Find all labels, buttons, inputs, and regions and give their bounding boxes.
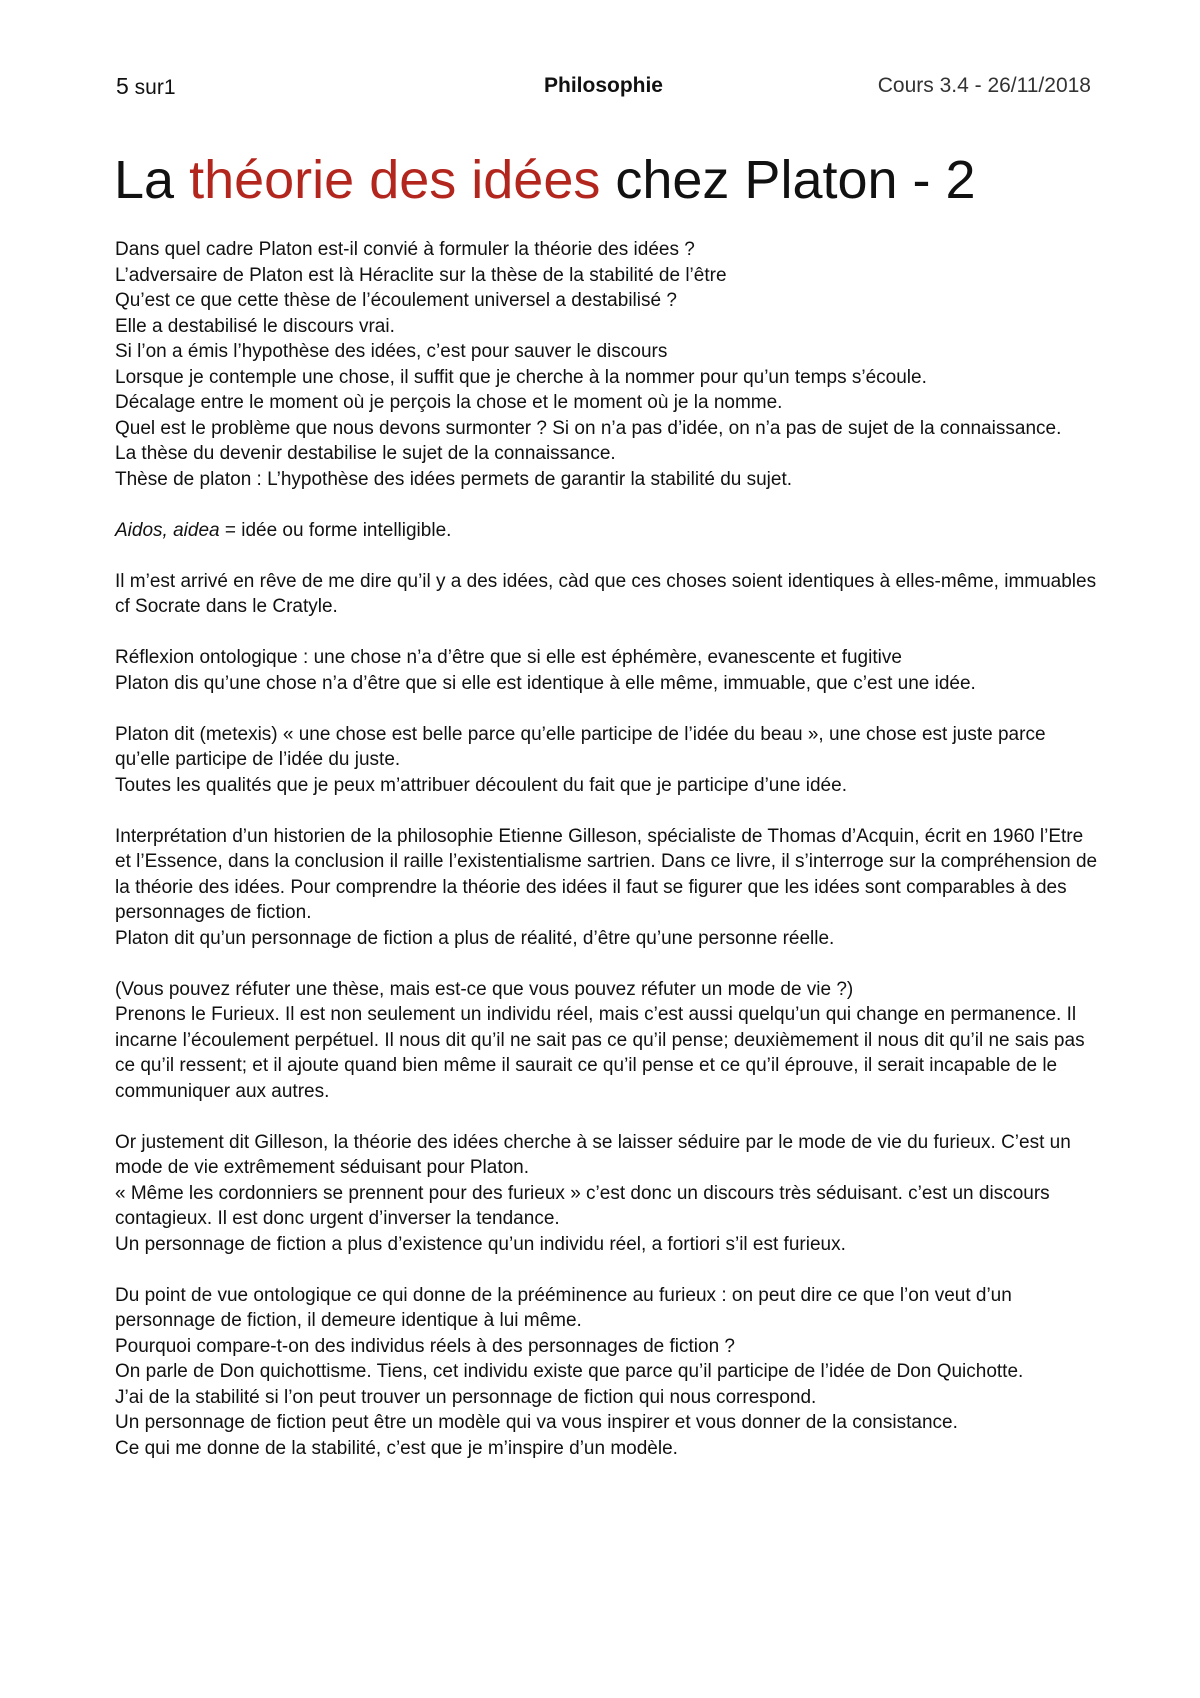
- text-line: J’ai de la stabilité si l’on peut trouver un personnage de fiction qui nous correspond.: [115, 1386, 817, 1408]
- page-suffix: sur1: [134, 76, 176, 99]
- paragraph-furieux: [115, 977, 1100, 1105]
- text-line: Décalage entre le moment où je perçois la chose et le moment où je la nomme.: [115, 392, 783, 413]
- course-label: Cours 3.4 - 26/11/2018: [877, 74, 1091, 97]
- text-line: Un personnage de fiction a plus d’existence qu’un individu réel, a fortiori s’il est furieux.: [115, 1233, 846, 1255]
- text-line: La thèse du devenir destabilise le sujet de la connaissance.: [115, 443, 616, 464]
- text-line: Or justement dit Gilleson, la théorie des idées cherche à se laisser séduire par le mode de vie du furieux. C’est un mode de vie extrêmement séduisant pour Platon.: [115, 1131, 1071, 1178]
- text-line: Ce qui me donne de la stabilité, c’est que je m’inspire d’un modèle.: [115, 1437, 678, 1459]
- title-suffix: chez Platon - 2: [600, 150, 976, 210]
- title-prefix: La: [114, 150, 190, 210]
- text-line: Il m’est arrivé en rêve de me dire qu’il y a des idées, càd que ces choses soient identiques à elles-même, immuables cf Socrate dans le Cratyle.: [115, 570, 1097, 617]
- text-line: Toutes les qualités que je peux m’attribuer découlent du fait que je participe d’une idée.: [115, 774, 847, 796]
- text-line: Thèse de platon : L’hypothèse des idées permets de garantir la stabilité du sujet.: [115, 468, 793, 490]
- text-line: Platon dis qu’une chose n’a d’être que si elle est identique à elle même, immuable, que c’est une idée.: [115, 672, 976, 694]
- text-line: (Vous pouvez réfuter une thèse, mais est-ce que vous pouvez réfuter un mode de vie ?): [115, 978, 854, 1000]
- text-line: « Même les cordonniers se prennent pour des furieux » c’est donc un discours très séduisant. c’est un discours contagieux. Il est donc urgent d’inverser la tendance.: [115, 1182, 1050, 1229]
- paragraph-fiction: [115, 1283, 1100, 1462]
- page-title: [114, 148, 1094, 212]
- paragraph-definition: [115, 518, 1100, 544]
- page-number: 5: [116, 73, 129, 99]
- text-line: Interprétation d’un historien de la philosophie Etienne Gilleson, spécialiste de Thomas d’Acquin, écrit en 1960 l’Etre et l’Essence, dans la conclusion il raille l’existentialisme sartrien. Dans ce livre, il s’interroge sur la compréhension de la théorie des idées. Pour comprendre la théorie des idées il faut se figurer que les idées sont comparables à des personnages de fiction.: [115, 825, 1098, 923]
- paragraph-gilleson: [115, 824, 1100, 952]
- text-line: Qu’est ce que cette thèse de l’écoulement universel a destabilisé ?: [115, 290, 677, 311]
- text-line: Platon dit (metexis) « une chose est belle parce qu’elle participe de l’idée du beau », une chose est juste parce qu’elle participe de l’idée du juste.: [115, 723, 1046, 770]
- text-line: Elle a destabilisé le discours vrai.: [115, 315, 395, 337]
- text-line: Pourquoi compare-t-on des individus réels à des personnages de fiction ?: [115, 1335, 735, 1357]
- title-highlight: théorie des idées: [189, 150, 601, 210]
- document-body: [115, 237, 1100, 1487]
- text-line: On parle de Don quichottisme. Tiens, cet individu existe que parce qu’il participe de l’idée de Don Quichotte.: [115, 1361, 1024, 1382]
- paragraph-seduction: [115, 1130, 1100, 1258]
- paragraph-dream: [115, 569, 1100, 620]
- text-line: Prenons le Furieux. Il est non seulement un individu réel, mais c’est aussi quelqu’un qui change en permanence. Il incarne l’écoulement perpétuel. Il nous dit qu’il ne sait pas ce qu’il pense; deuxièmement il nous dit qu’il ne sais pas ce qu’il ressent; et il ajoute quand bien même il saurait ce qu’il pense et ce qu’il éprouve, il serait incapable de le communiquer aux autres.: [115, 1004, 1085, 1102]
- text-line: Lorsque je contemple une chose, il suffit que je cherche à la nommer pour qu’un temps s’écoule.: [115, 366, 927, 388]
- paragraph-ontology: [115, 645, 1100, 696]
- subject-label: Philosophie: [543, 74, 663, 97]
- text-line: Si l’on a émis l’hypothèse des idées, c’est pour sauver le discours: [115, 341, 668, 362]
- text-line: Du point de vue ontologique ce qui donne de la prééminence au furieux : on peut dire ce que l’on veut d’un personnage de fiction, il demeure identique à lui même.: [115, 1284, 1012, 1331]
- page-header: [116, 70, 1091, 102]
- text-line: Quel est le problème que nous devons surmonter ? Si on n’a pas d’idée, on n’a pas de sujet de la connaissance.: [115, 417, 1062, 439]
- text-line: Platon dit qu’un personnage de fiction a plus de réalité, d’être qu’une personne réelle.: [115, 927, 835, 949]
- text-line: Dans quel cadre Platon est-il convié à formuler la théorie des idées ?: [115, 239, 695, 260]
- text-line: Réflexion ontologique : une chose n’a d’être que si elle est éphémère, evanescente et fugitive: [115, 647, 902, 668]
- definition-term: Aidos, aidea: [115, 519, 220, 541]
- paragraph-metexis: [115, 722, 1100, 799]
- text-line: L’adversaire de Platon est là Héraclite sur la thèse de la stabilité de l’être: [115, 264, 727, 286]
- paragraph-intro: [115, 237, 1100, 492]
- text-line: Un personnage de fiction peut être un modèle qui va vous inspirer et vous donner de la consistance.: [115, 1412, 958, 1433]
- definition-text: = idée ou forme intelligible.: [219, 519, 452, 541]
